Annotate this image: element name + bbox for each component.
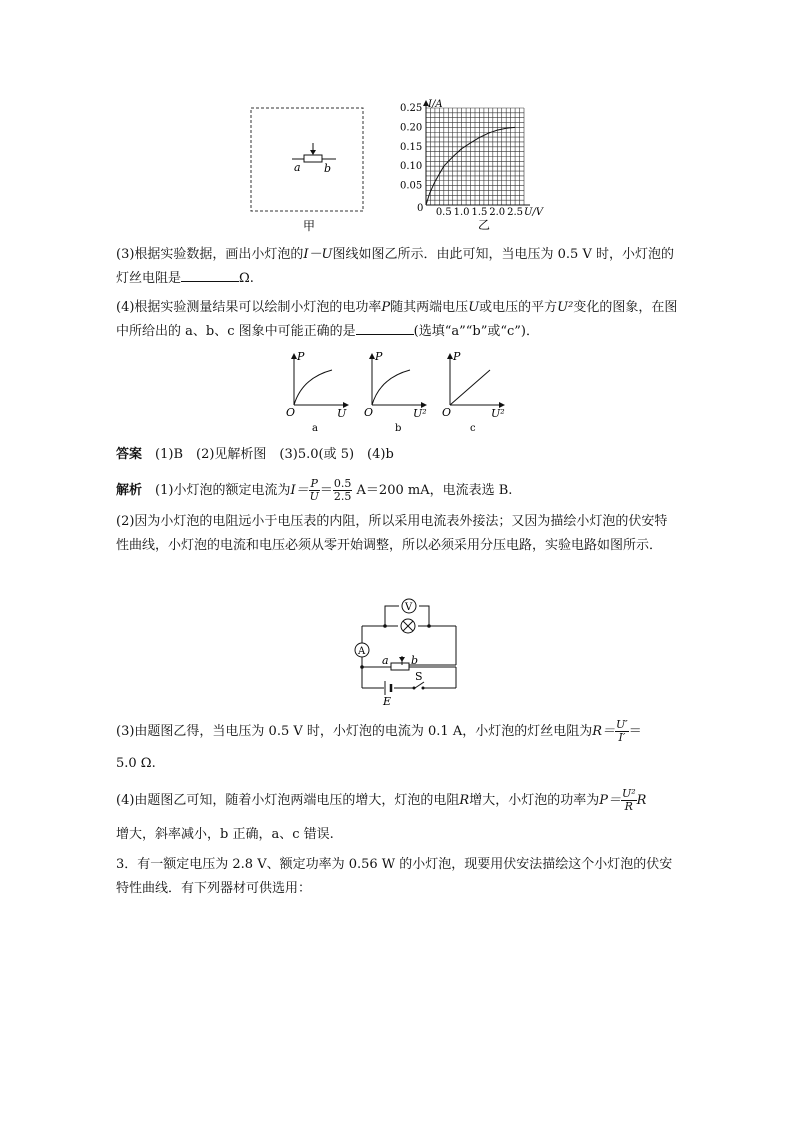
svg-text:O: O (286, 406, 296, 419)
x-tick-label: 1.5 (471, 207, 488, 218)
chart-axes (423, 100, 530, 205)
svg-text:c: c (470, 423, 476, 434)
svg-text:V: V (405, 602, 413, 613)
y-tick-label: 0.05 (400, 180, 423, 192)
analysis-p3: (3)由题图乙得，当电压为 0.5 V 时，小灯泡的电流为 0.1 A，小灯泡的灯丝电阻为R＝ $\frac{U'}{I'}$ ＝ 5.0 Ω. (116, 718, 642, 771)
y-tick-label: 0.15 (400, 141, 423, 153)
analysis-p2: (2)因为小灯泡的电阻远小于电压表的内阻，所以采用电流表外接法；又因为描绘小灯泡的伏安特性曲线，小灯泡的电流和电压必须从零开始调整，所以必须采用分压电路，实验电路如图所示． (116, 514, 668, 553)
svg-text:a: a (382, 654, 389, 667)
svg-text:O: O (364, 406, 374, 419)
answer-blank-q4 (356, 321, 414, 335)
svg-text:A: A (358, 646, 366, 657)
chart-grid (426, 108, 524, 205)
graph-b (362, 350, 434, 434)
question-3-next: 3．有一额定电压为 2.8 V、额定功率为 0.56 W 的小灯泡，现要用伏安法描绘这个小灯泡的伏安特性曲线．有下列器材可供选用： (116, 857, 673, 896)
svg-text:E: E (383, 695, 392, 708)
curve-a (294, 370, 332, 405)
svg-text:U: U (337, 407, 347, 420)
x-tick-label: 0.5 (435, 207, 452, 218)
fraction-p-over-u: $\frac{P}{U}$ (309, 477, 319, 503)
figure-jia (248, 105, 368, 235)
curve-b (372, 370, 410, 405)
svg-text:S: S (415, 670, 423, 683)
svg-text:P: P (375, 350, 383, 363)
analysis-p1: 解析 (1)小灯泡的额定电流为I＝ $\frac{P}{U}$ ＝ $\frac{0.5}{2.5}$ A＝200 mA，电流表选 B. (116, 477, 513, 503)
svg-text:O: O (442, 406, 452, 419)
label-a: a (294, 161, 301, 174)
caption-jia: 甲 (303, 219, 316, 233)
svg-text:b: b (411, 654, 419, 667)
origin-label: 0 (417, 203, 424, 214)
y-tick-label: 0.25 (400, 103, 423, 114)
svg-text:P: P (297, 350, 305, 363)
rheostat-symbol (304, 155, 322, 162)
figure-yi-chart (396, 98, 556, 238)
question-3: (3)根据实验数据，画出小灯泡的I－U图线如图乙所示．由此可知，当电压为 0.5 V 时，小灯泡的灯丝电阻是 Ω. (116, 247, 674, 286)
x-tick-label: 2.5 (507, 207, 523, 218)
x-axis-label: U/V (524, 207, 544, 218)
circuit-diagram (322, 596, 472, 708)
svg-text:U²: U² (413, 407, 427, 420)
x-tick-label: 2.0 (489, 207, 506, 218)
label-b: b (324, 162, 332, 175)
svg-text:P: P (453, 350, 461, 363)
fraction-values: $\frac{0.5}{2.5}$ (333, 477, 352, 503)
caption-yi: 乙 (478, 218, 491, 232)
question-4: (4)根据实验测量结果可以绘制小灯泡的电功率P随其两端电压U或电压的平方U²变化的图象，在图中所给出的 a、b、c 图象中可能正确的是 (选填“a”“b”或“c”)． (116, 300, 678, 339)
fraction-u2-over-r: $\frac{\text{U²}}{R}$ (621, 787, 636, 813)
svg-text:a: a (312, 423, 318, 434)
x-tick-label: 1.0 (453, 207, 470, 218)
line-c (450, 370, 490, 405)
answer-line: 答案 (1)B (2)见解析图 (3)5.0(或 5) (4)b (116, 447, 394, 462)
analysis-p4: (4)由题图乙可知，随着小灯泡两端电压的增大，灯泡的电阻R增大，小灯泡的功率为P＝ $\frac{\text{U²}}{R}$ R 增大，斜率减小，b 正确，a、c 错误. (116, 787, 647, 842)
y-tick-label: 0.20 (400, 122, 423, 134)
y-tick-label: 0.10 (400, 161, 423, 173)
svg-text:U²: U² (491, 407, 505, 420)
y-axis-label: I/A (428, 99, 443, 110)
graph-a (284, 350, 354, 434)
fraction-u-over-i: $\frac{U'}{I'}$ (616, 718, 628, 744)
answer-blank-q3 (181, 268, 239, 282)
svg-text:b: b (395, 423, 402, 434)
graph-c (440, 350, 512, 434)
